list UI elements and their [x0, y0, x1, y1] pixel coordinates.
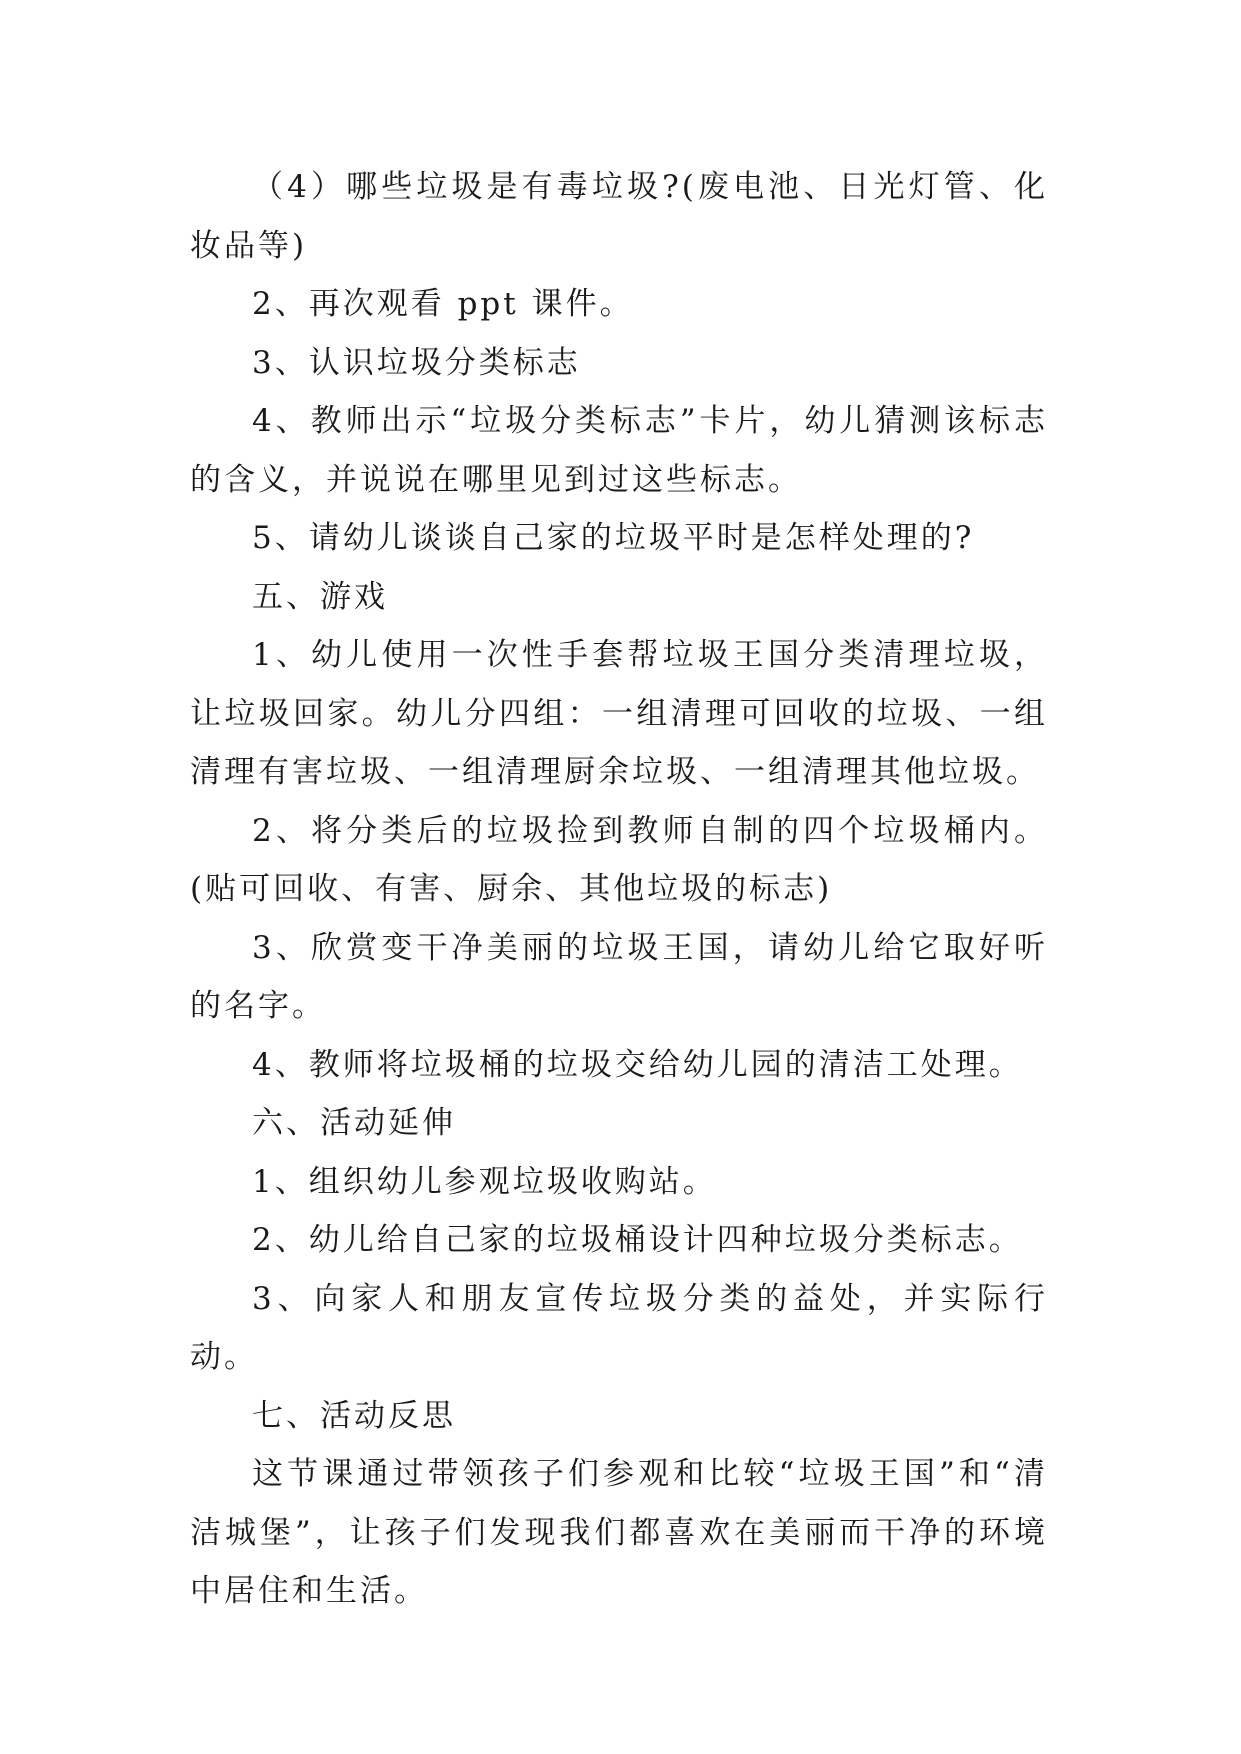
paragraph-teacher-shows-cards: 4、教师出示“垃圾分类标志”卡片，幼儿猜测该标志的含义，并说说在哪里见到过这些标志。: [190, 403, 1048, 498]
document-body: [190, 158, 1048, 1621]
paragraph-game-step-3: 3、欣赏变干净美丽的垃圾王国，请幼儿给它取好听的名字。: [190, 929, 1048, 1024]
paragraph-home-garbage: 5、请幼儿谈谈自己家的垃圾平时是怎样处理的?: [252, 520, 975, 556]
paragraph-game-step-4: 4、教师将垃圾桶的垃圾交给幼儿园的清洁工处理。: [252, 1046, 1023, 1083]
section-heading-extension: 六、活动延伸: [252, 1105, 456, 1141]
section-heading-game: 五、游戏: [252, 578, 388, 615]
paragraph-toxic-waste-question: （4）哪些垃圾是有毒垃圾?(废电池、日光灯管、化妆品等): [190, 169, 1048, 264]
paragraph-extension-1: 1、组织幼儿参观垃圾收购站。: [252, 1163, 717, 1200]
paragraph-recognize-signs: 3、认识垃圾分类标志: [252, 344, 581, 381]
paragraph-extension-3: 3、向家人和朋友宣传垃圾分类的益处，并实际行动。: [190, 1280, 1048, 1375]
paragraph-reflection: 这节课通过带领孩子们参观和比较“垃圾王国”和“清洁城堡”，让孩子们发现我们都喜欢在美丽而干净的环境中居住和生活。: [190, 1456, 1048, 1609]
section-heading-reflection: 七、活动反思: [252, 1397, 456, 1434]
paragraph-extension-2: 2、幼儿给自己家的垃圾桶设计四种垃圾分类标志。: [252, 1222, 1023, 1258]
paragraph-game-step-1: 1、幼儿使用一次性手套帮垃圾王国分类清理垃圾，让垃圾回家。幼儿分四组：一组清理可回收的垃圾、一组清理有害垃圾、一组清理厨余垃圾、一组清理其他垃圾。: [190, 637, 1048, 790]
paragraph-watch-ppt: 2、再次观看 ppt 课件。: [252, 286, 634, 322]
paragraph-game-step-2: 2、将分类后的垃圾捡到教师自制的四个垃圾桶内。(贴可回收、有害、厨余、其他垃圾的标志): [190, 812, 1048, 907]
